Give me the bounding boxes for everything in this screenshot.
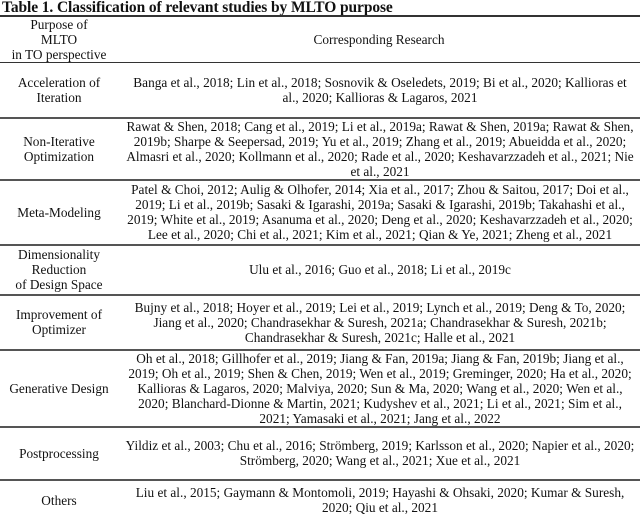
research-cell: Banga et al., 2018; Lin et al., 2018; Sosnovik & Oseledets, 2019; Bi et al., 2020; Kallioras et al., 2020; Kallioras & Lagaros, 2021 bbox=[133, 74, 627, 105]
table-body bbox=[0, 63, 640, 520]
table-row bbox=[0, 118, 640, 180]
purpose-cell: Improvement of Optimizer bbox=[15, 307, 103, 337]
header-row bbox=[0, 16, 640, 63]
table-row bbox=[0, 245, 640, 295]
purpose-line3: of Design Space bbox=[15, 277, 103, 292]
header-research: Corresponding Research bbox=[313, 32, 445, 47]
purpose-cell: Others bbox=[41, 492, 77, 508]
purpose-cell: Postprocessing bbox=[19, 445, 99, 461]
table-row bbox=[0, 63, 640, 118]
table-row bbox=[0, 295, 640, 350]
table-header bbox=[0, 16, 640, 63]
header-purpose bbox=[0, 16, 118, 63]
purpose-cell: Acceleration of Iteration bbox=[17, 74, 101, 105]
purpose-cell: Generative Design bbox=[9, 380, 109, 396]
research-cell: Rawat & Shen, 2018; Cang et al., 2019; Li et al., 2019a; Rawat & Shen, 2019a; Rawat & Shen, 2019b; Sharpe & Seepersad, 2019; Yu et al., 2019; Zhang et al., 2019; Abueidda et al., 2020; Almasri et al., 2020; Kollmann et al., 2020; Rade et al., 2020; Keshavarzzadeh et al., 2021; Nie et al., 2021 bbox=[126, 118, 634, 179]
table-caption: Table 1. Classification of relevant studies by MLTO purpose bbox=[2, 0, 393, 16]
table-row bbox=[0, 427, 640, 480]
research-cell: Liu et al., 2015; Gaymann & Montomoli, 2019; Hayashi & Ohsaki, 2020; Kumar & Suresh, 2020; Qiu et al., 2021 bbox=[135, 485, 625, 515]
classification-table bbox=[0, 15, 640, 520]
research-cell: Bujny et al., 2018; Hoyer et al., 2019; Lei et al., 2019; Lynch et al., 2019; Deng & To, 2020; Jiang et al., 2020; Chandrasekhar & Suresh, 2021a; Chandrasekhar & Suresh, 2021b; Chandrasekhar & Suresh, 2021c; Halle et al., 2021 bbox=[134, 299, 626, 345]
table-row bbox=[0, 180, 640, 245]
purpose-cell bbox=[0, 245, 118, 295]
purpose-line2: Reduction bbox=[31, 262, 87, 277]
header-purpose-line3: in TO perspective bbox=[11, 47, 107, 62]
purpose-cell: Meta-Modeling bbox=[17, 204, 101, 220]
research-cell: Yildiz et al., 2003; Chu et al., 2016; Strömberg, 2019; Karlsson et al., 2020; Napier et al., 2020; Strömberg, 2020; Wang et al., 2021; Xue et al., 2021 bbox=[125, 438, 635, 468]
table-row bbox=[0, 350, 640, 427]
research-cell: Ulu et al., 2016; Guo et al., 2018; Li et al., 2019c bbox=[249, 262, 511, 277]
research-cell: Patel & Choi, 2012; Aulig & Olhofer, 2014; Xia et al., 2017; Zhou & Saitou, 2017; Doi et al., 2019; Li et al., 2019b; Sasaki & Igarashi, 2019a; Sasaki & Igarashi, 2019b; Takahashi et al., 2019; White et al., 2019; Asanuma et al., 2020; Deng et al., 2020; Keshavarzzadeh et al., 2020; Lee et al., 2020; Chi et al., 2021; Kim et al., 2021; Qian & Ye, 2021; Zheng et al., 2021 bbox=[127, 182, 633, 242]
table-row bbox=[0, 480, 640, 520]
purpose-cell: Non-Iterative Optimization bbox=[23, 133, 95, 164]
purpose-line1: Dimensionality bbox=[18, 247, 100, 262]
header-purpose-line1: Purpose of bbox=[30, 17, 88, 32]
header-purpose-line2: MLTO bbox=[40, 32, 78, 47]
research-cell: Oh et al., 2018; Gillhofer et al., 2019; Jiang & Fan, 2019a; Jiang & Fan, 2019b; Jiang et al., 2019; Oh et al., 2019; Shen & Chen, 2019; Wen et al., 2019; Greminger, 2020; Ha et al., 2020; Kallioras & Lagaros, 2020; Malviya, 2020; Sun & Ma, 2020; Wang et al., 2020; Wen et al., 2020; Blanchard-Dionne & Martin, 2021; Kudyshev et al., 2021; Li et al., 2021; Sim et al., 2021; Yamasaki et al., 2021; Jang et al., 2022 bbox=[128, 350, 632, 426]
